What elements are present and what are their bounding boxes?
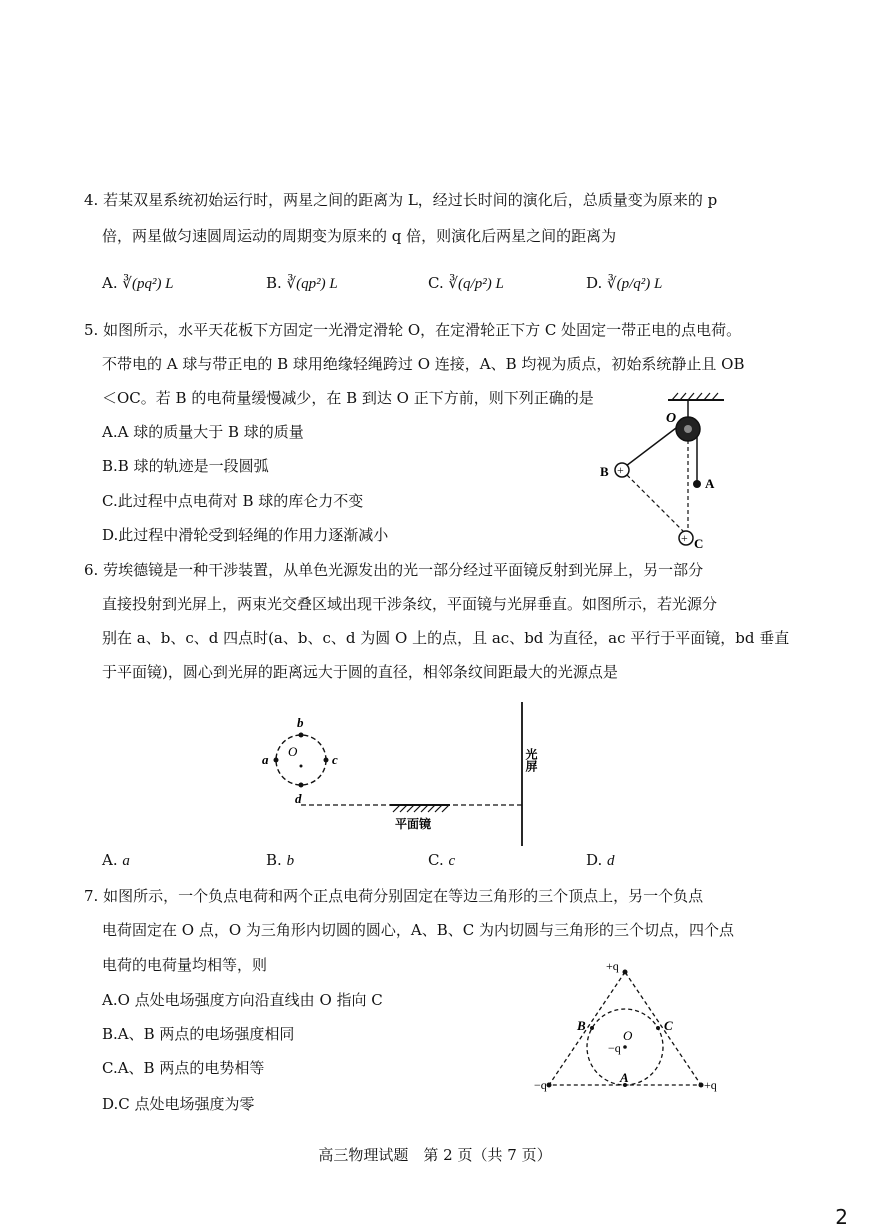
- label-left-charge: −q: [534, 1078, 547, 1092]
- option-label: A.: [102, 851, 118, 869]
- option-label: D.: [586, 274, 603, 292]
- svg-text:+: +: [681, 531, 688, 545]
- option-label: A.: [102, 274, 118, 292]
- option-label: D.: [586, 851, 603, 869]
- label-right-charge: +q: [704, 1078, 717, 1092]
- option-text: ∛(q/p²) L: [448, 276, 504, 292]
- label-c: C: [664, 1018, 673, 1033]
- option-label: B.: [266, 274, 282, 292]
- label-d: d: [295, 791, 302, 806]
- q6-lloyd-mirror-figure: [255, 700, 555, 848]
- option-text: b: [286, 853, 295, 869]
- q7-stem-line2: 电荷固定在 O 点，O 为三角形内切圆的圆心，A、B、C 为内切圆与三角形的三个切点，四个点: [102, 921, 735, 939]
- label-a: A: [705, 476, 715, 491]
- q5-pulley-figure: [596, 392, 736, 552]
- label-center-charge: −q: [608, 1041, 621, 1055]
- q6-option-d: [586, 850, 615, 871]
- option-text: O 点处电场强度方向沿直线由 O 指向 C: [117, 991, 383, 1009]
- q5-stem-line1: 5. 如图所示，水平天花板下方固定一光滑定滑轮 O，在定滑轮正下方 C 处固定一带正电的点电荷。: [84, 321, 742, 339]
- option-text: C 点处电场强度为零: [118, 1095, 255, 1113]
- q4-option-d: [586, 273, 662, 294]
- q7-option-d: [102, 1094, 255, 1114]
- q5-option-c: [102, 491, 363, 511]
- q5-stem-line3: ＜OC。若 B 的电荷量缓慢减少，在 B 到达 O 正下方前，则下列正确的是: [102, 389, 594, 407]
- label-b: b: [297, 715, 304, 730]
- q4-option-a: [102, 273, 174, 294]
- label-c: c: [332, 752, 338, 767]
- label-screen: 光屏: [524, 748, 538, 772]
- q6-stem-line3: 别在 a、b、c、d 四点时(a、b、c、d 为圆 O 上的点，且 ac、bd 为直径，ac 平行于平面镜，bd 垂直: [102, 629, 790, 647]
- svg-text:+: +: [617, 463, 624, 477]
- option-label: C.: [428, 274, 444, 292]
- label-o: O: [666, 411, 677, 426]
- q7-stem-line1: 7. 如图所示，一个负点电荷和两个正点电荷分别固定在等边三角形的三个顶点上，另一个负点: [84, 887, 704, 905]
- q6-stem-line4: 于平面镜)，圆心到光屏的距离远大于圆的直径，相邻条纹间距最大的光源点是: [102, 663, 618, 681]
- option-text: 此过程中点电荷对 B 球的库仑力不变: [117, 492, 364, 510]
- option-text: a: [122, 853, 130, 869]
- option-label: B.: [102, 457, 118, 475]
- option-label: B.: [102, 1025, 118, 1043]
- option-label: C.: [428, 851, 444, 869]
- q7-stem-line3: 电荷的电荷量均相等，则: [102, 956, 268, 974]
- option-text: ∛(qp²) L: [286, 276, 338, 292]
- option-label: D.: [102, 1095, 119, 1113]
- q4-option-c: [428, 273, 504, 294]
- q6-option-a: [102, 850, 130, 871]
- q4-stem-line1: 4. 若某双星系统初始运行时，两星之间的距离为 L，经过长时间的演化后，总质量变为原来的 p: [84, 191, 718, 209]
- option-text: c: [448, 853, 456, 869]
- label-a: a: [262, 752, 269, 767]
- option-text: ∛(pq²) L: [122, 276, 174, 292]
- label-a: A: [620, 1070, 629, 1085]
- option-text: B 球的轨迹是一段圆弧: [117, 457, 269, 475]
- q4-stem-line2: 倍，两星做匀速圆周运动的周期变为原来的 q 倍，则演化后两星之间的距离为: [102, 227, 617, 245]
- q6-stem-line2: 直接投射到光屏上，两束光交叠区域出现干涉条纹，平面镜与光屏垂直。如图所示，若光源分: [102, 595, 718, 613]
- label-mirror: 平面镜: [395, 817, 432, 831]
- label-b: B: [600, 464, 609, 479]
- label-b: B: [577, 1018, 586, 1033]
- q6-option-b: [266, 850, 294, 871]
- option-text: d: [607, 853, 615, 869]
- label-c: C: [694, 536, 704, 551]
- q5-option-a: [102, 422, 304, 442]
- label-top-charge: +q: [606, 959, 619, 973]
- option-label: B.: [266, 851, 282, 869]
- q6-stem-line1: 6. 劳埃德镜是一种干涉装置，从单色光源发出的光一部分经过平面镜反射到光屏上，另一部分: [84, 561, 704, 579]
- option-text: ∛(p/q²) L: [607, 276, 663, 292]
- label-o: O: [288, 744, 298, 759]
- q6-option-c: [428, 850, 455, 871]
- option-text: A 球的质量大于 B 球的质量: [117, 423, 304, 441]
- option-text: 此过程中滑轮受到轻绳的作用力逐渐减小: [118, 526, 389, 544]
- option-label: A.: [102, 423, 118, 441]
- q7-option-b: [102, 1024, 294, 1044]
- option-label: D.: [102, 526, 119, 544]
- option-label: A.: [102, 991, 118, 1009]
- page-footer: 高三物理试题 第 2 页（共 7 页）: [318, 1146, 552, 1164]
- option-label: C.: [102, 1059, 118, 1077]
- q5-option-b: [102, 456, 269, 476]
- q5-stem-line2: 不带电的 A 球与带正电的 B 球用绝缘轻绳跨过 O 连接，A、B 均视为质点，初始系统静止且 OB: [102, 355, 745, 373]
- q7-option-c: [102, 1058, 264, 1078]
- option-text: A、B 两点的电场强度相同: [117, 1025, 295, 1043]
- q7-triangle-figure: [530, 958, 730, 1094]
- label-o: O: [623, 1028, 633, 1043]
- q7-option-a: [102, 990, 383, 1010]
- option-label: C.: [102, 492, 118, 510]
- q5-option-d: [102, 525, 388, 545]
- page-number: 2: [835, 1205, 848, 1229]
- option-text: A、B 两点的电势相等: [117, 1059, 265, 1077]
- q4-option-b: [266, 273, 338, 294]
